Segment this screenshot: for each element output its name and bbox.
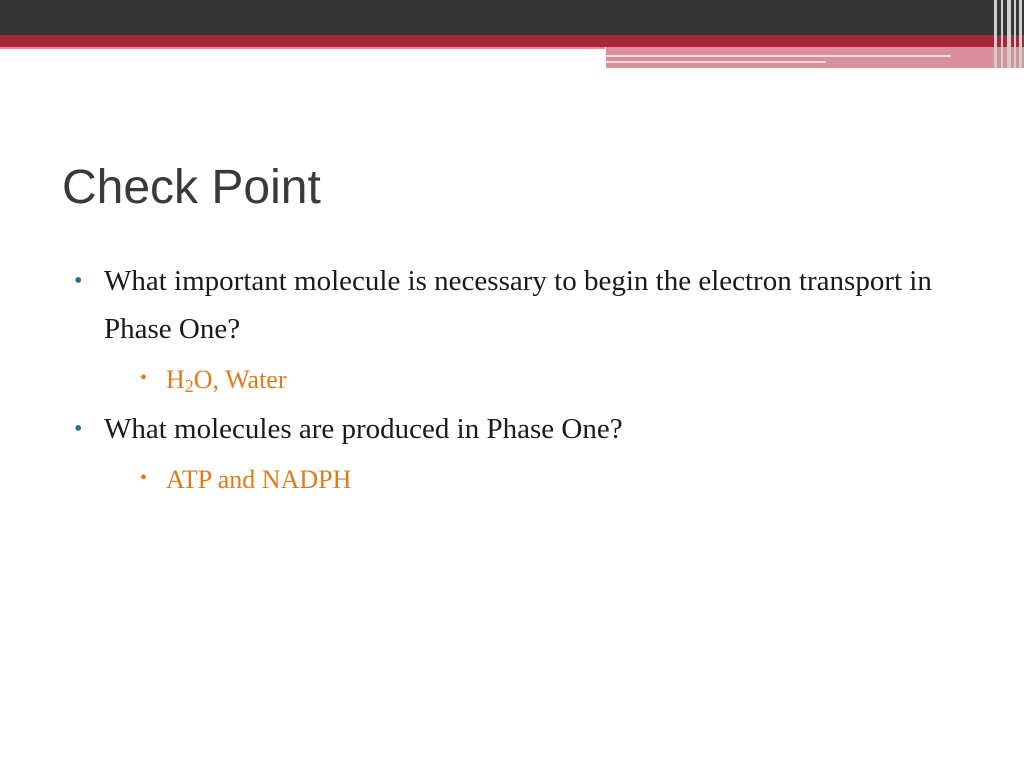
header-red-thin-line bbox=[0, 47, 605, 49]
answer-text bbox=[140, 360, 740, 400]
header-pink-block bbox=[606, 47, 1024, 68]
header-red-band bbox=[0, 35, 1024, 47]
bullet-text: What important molecule is necessary to begin the electron transport in Phase One? bbox=[104, 265, 932, 345]
bullet-dot-icon: • bbox=[140, 467, 148, 489]
header-vertical-line bbox=[1014, 0, 1016, 68]
answer-subscript: 2 bbox=[184, 376, 194, 396]
sub-bullet-item bbox=[140, 360, 740, 400]
header-dark-bar bbox=[0, 0, 1024, 35]
bullet-dot-icon: • bbox=[140, 367, 148, 389]
bullet-item bbox=[74, 405, 974, 453]
sub-bullet-item bbox=[140, 460, 740, 500]
bullet-dot-icon: • bbox=[74, 416, 83, 442]
slide-title: Check Point bbox=[62, 161, 321, 214]
bullet-item bbox=[74, 257, 974, 353]
header-pink-line bbox=[606, 55, 951, 57]
bullet-text: What molecules are produced in Phase One? bbox=[104, 413, 623, 445]
header-vertical-line bbox=[1019, 0, 1022, 68]
bullet-dot-icon: • bbox=[74, 268, 83, 294]
header-vertical-line bbox=[1007, 0, 1011, 68]
header-pink-line bbox=[606, 61, 826, 63]
answer-text: ATP and NADPH bbox=[166, 465, 352, 494]
header-vertical-line bbox=[1001, 0, 1003, 68]
answer-suffix: O, Water bbox=[193, 365, 287, 394]
answer-prefix: H bbox=[166, 365, 185, 394]
header-vertical-line bbox=[994, 0, 997, 68]
